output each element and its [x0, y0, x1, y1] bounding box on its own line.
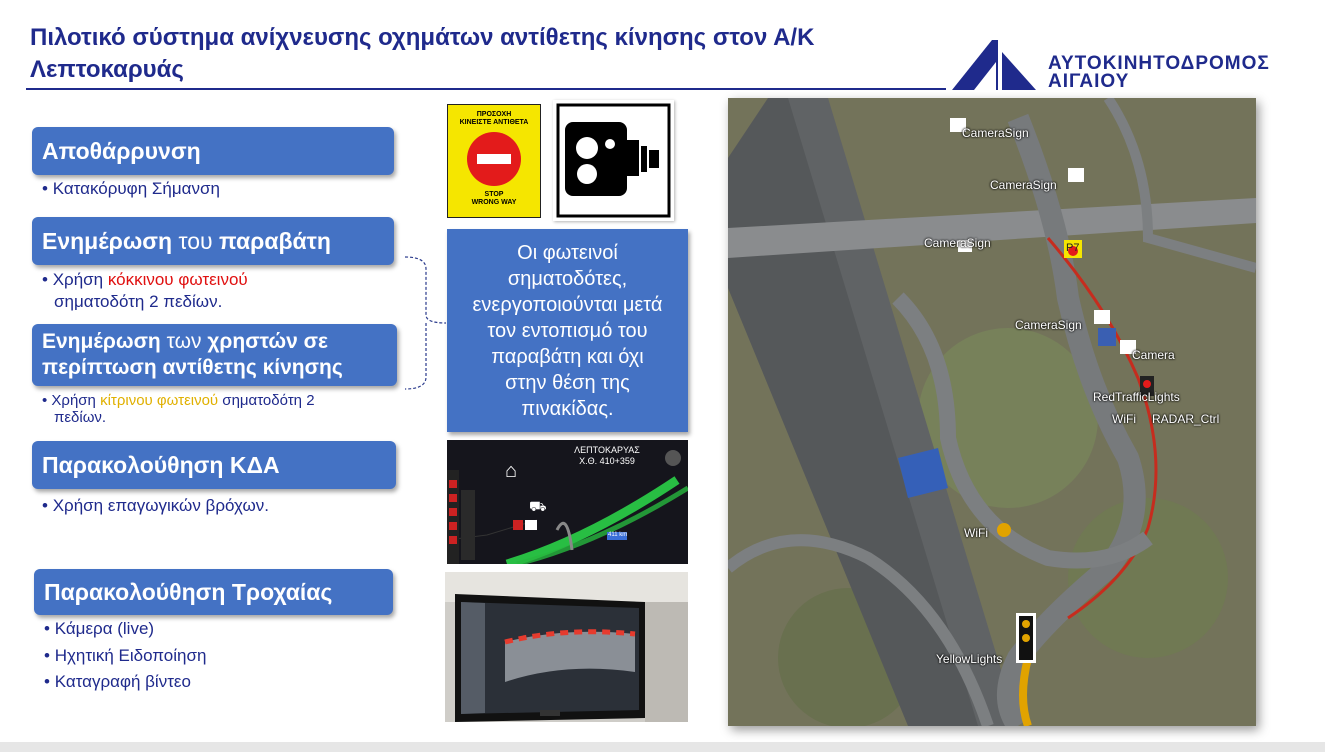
section-deterrence-label: Αποθάρρυνση — [42, 137, 201, 164]
map-label-red-traffic-lights: RedTrafficLights — [1093, 390, 1180, 404]
section-monitoring-kda-label: Παρακολούθηση ΚΔΑ — [42, 451, 280, 478]
speed-camera-sign — [553, 100, 674, 221]
section-inform-users-label: Ενημέρωση των χρηστών σε περίπτωση αντίθετης κίνησης — [42, 330, 343, 379]
title-underline — [26, 88, 946, 90]
info-box: Οι φωτεινοί σηματοδότες, ενεργοποιούνται μετά τον εντοπισμό του παραβάτη και όχι στην θέση της πινακίδας. — [447, 229, 688, 432]
bullet-yellow-signal: • Χρήση κίτρινου φωτεινού σηματοδότη 2 πεδίων. — [42, 392, 315, 426]
section-inform-violator-label: Ενημέρωση του παραβάτη — [42, 227, 331, 254]
bullet-camera-live: • Κάμερα (live) — [44, 619, 155, 638]
map-label-wifi-1: WiFi — [1112, 412, 1136, 426]
bracket-connector — [400, 255, 450, 391]
navigation-screen — [447, 440, 688, 564]
map-label-wifi-2: WiFi — [964, 526, 988, 540]
car-icon: ⛟ — [529, 498, 547, 514]
map-label-camerasign-1: CameraSign — [962, 126, 1029, 140]
speed-camera-icon — [553, 100, 674, 221]
nav-location-text: ΛΕΠΤΟΚΑΡΥΑΣ Χ.Θ. 410+359 — [574, 445, 640, 466]
page-title: Πιλοτικό σύστημα ανίχνευσης οχημάτων αντίθετης κίνησης στον Α/Κ Λεπτοκαρυάς — [30, 24, 815, 83]
nav-km-badge: 411 km — [608, 532, 628, 538]
logo-line2: ΑΙΓΑΙΟΥ — [1048, 71, 1130, 92]
section-inform-users — [32, 324, 397, 386]
map-label-camerasign-2: CameraSign — [990, 178, 1057, 192]
section-inform-violator — [32, 217, 394, 265]
bullet-inductive-loops: • Χρήση επαγωγικών βρόχων. — [42, 496, 269, 515]
wrong-way-sign: ΠΡΟΣΟΧΗ ΚΙΝΕΙΣΤΕ ΑΝΤΙΘΕΤΑ STOP WRONG WAY — [447, 104, 541, 218]
logo-triangle-icon — [952, 38, 1038, 92]
home-icon: ⌂ — [505, 460, 518, 482]
map-label-p7: P7 — [1066, 242, 1080, 254]
map-label-radar-ctrl: RADAR_Ctrl — [1152, 412, 1220, 426]
map-label-camerasign-4: CameraSign — [1015, 318, 1082, 332]
map-label-yellow-lights: YellowLights — [936, 652, 1003, 666]
map-label-camera: Camera — [1132, 348, 1175, 362]
monitor-graphic — [445, 572, 688, 722]
logo-line1: ΑΥΤΟΚΙΝΗΤΟΔΡΟΜΟΣ — [1048, 53, 1270, 74]
bullet-vertical-signage: • Κατακόρυφη Σήμανση — [42, 179, 220, 198]
monitor-photo — [445, 572, 688, 722]
bullet-video-recording: • Καταγραφή βίντεο — [44, 672, 191, 691]
logo-text — [1048, 55, 1270, 91]
section-monitoring-traffic — [34, 569, 393, 615]
no-entry-icon — [467, 132, 521, 186]
section-deterrence — [32, 127, 394, 175]
section-monitoring-traffic-label: Παρακολούθηση Τροχαίας — [44, 578, 333, 605]
bullet-red-signal: • Χρήση κόκκινου φωτεινού σηματοδότη 2 πεδίων. — [42, 270, 248, 311]
bullet-audio-alert: • Ηχητική Ειδοποίηση — [44, 646, 207, 665]
map-label-camerasign-3: CameraSign — [924, 236, 991, 250]
section-monitoring-kda — [32, 441, 396, 489]
footer-bar — [0, 742, 1325, 752]
satellite-map — [728, 98, 1256, 726]
